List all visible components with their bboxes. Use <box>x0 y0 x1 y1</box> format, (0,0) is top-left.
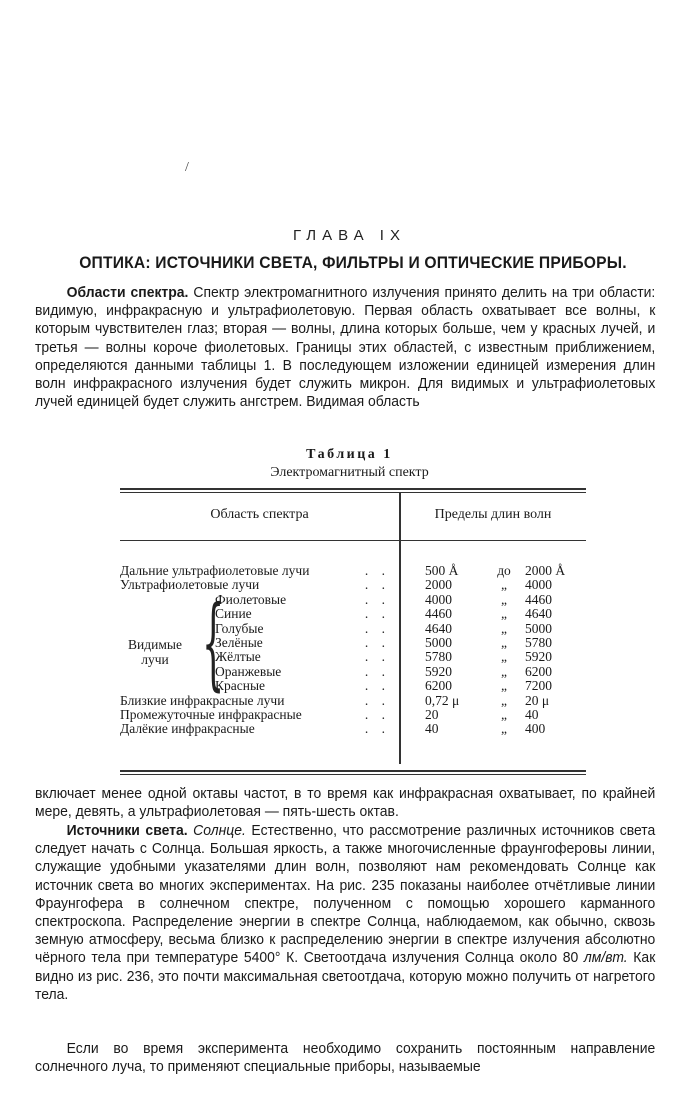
table-caption: Таблица 1 <box>306 447 393 462</box>
row-from: 6200 <box>425 678 452 694</box>
leader-dots: . . <box>364 577 390 593</box>
table-row <box>120 650 590 664</box>
table-row <box>120 722 590 736</box>
table-row <box>120 665 590 679</box>
row-to: 4000 <box>525 577 552 593</box>
table-row <box>120 694 590 708</box>
table-row <box>120 564 590 578</box>
chapter-title: ОПТИКА: ИСТОЧНИКИ СВЕТА, ФИЛЬТРЫ И ОПТИЧЕСКИЕ ПРИБОРЫ. <box>79 253 627 272</box>
row-region: Дальние ультрафиолетовые лучи <box>120 563 310 578</box>
row-separator: „ <box>501 663 507 679</box>
row-region: Голубые <box>215 620 264 636</box>
row-region: Далёкие инфракрасные <box>120 721 255 737</box>
row-to: 7200 <box>525 678 552 694</box>
table-row <box>120 622 590 636</box>
row-to: 5000 <box>525 620 552 636</box>
leader-dots: . . <box>364 678 390 694</box>
group-label-line: Видимые <box>128 636 182 652</box>
leader-dots: . . <box>364 563 390 578</box>
row-to: 400 <box>525 721 546 737</box>
row-from: 4640 <box>425 620 452 636</box>
section-subheading: Солнце. <box>193 822 246 839</box>
row-region: Жёлтые <box>215 649 261 665</box>
row-to: 4640 <box>525 606 552 622</box>
table-rule <box>120 492 586 493</box>
row-separator: до <box>497 563 511 578</box>
paragraph-text: Если во время эксперимента необходимо сохранить постоянным направление солнечного луча, то применяют специальные приборы, называемые <box>35 1040 656 1076</box>
row-separator: „ <box>501 577 507 593</box>
row-region: Близкие инфракрасные лучи <box>120 692 285 708</box>
row-from: 40 <box>425 721 439 737</box>
row-to: 40 <box>525 706 539 722</box>
paragraph-octaves <box>35 785 655 821</box>
row-separator: „ <box>501 591 507 607</box>
row-region: Ультрафиолетовые лучи <box>120 577 260 593</box>
row-separator: „ <box>501 692 507 708</box>
table-header-region: Область спектра <box>210 507 309 522</box>
leader-dots: . . <box>364 721 390 737</box>
row-from: 2000 <box>425 577 452 593</box>
paragraph-heliostat <box>35 1040 655 1076</box>
table-subcaption: Электромагнитный спектр <box>270 465 429 480</box>
table-header-range: Пределы длин волн <box>434 507 552 522</box>
row-to: 5780 <box>525 634 552 650</box>
paragraph-text: включает менее одной октавы частот, в то время как инфракрасная охватывает, по крайней мере, девять, а ультрафиолетовая — пять-шесть октав. <box>35 785 656 821</box>
table-rule <box>120 540 586 541</box>
row-region: Зелёные <box>215 634 263 650</box>
paragraph-light-sources <box>35 822 655 1004</box>
section-heading: Источники света. <box>66 822 188 839</box>
row-from: 5000 <box>425 634 452 650</box>
unit-text: лм/вт. <box>583 949 628 967</box>
row-to: 4460 <box>525 591 552 607</box>
leader-dots: . . <box>364 634 390 650</box>
leader-dots: . . <box>364 649 390 665</box>
row-from: 0,72 μ <box>425 692 460 708</box>
row-separator: „ <box>501 678 507 694</box>
row-separator: „ <box>501 649 507 665</box>
row-region: Синие <box>215 606 252 622</box>
table-rule <box>120 770 586 772</box>
row-separator: „ <box>501 606 507 622</box>
row-separator: „ <box>501 634 507 650</box>
row-to: 2000 Å <box>525 563 566 578</box>
paragraph-text: Спектр электромагнитного излучения принято делить на три области: видимую, инфракрасную и ультрафиолетовую. Первая область охватывает все волны, к которым чувствителен глаз; вторая — волны, длина которых больше, чем у красных лучей, и третья — волны короче фиолетовых. Границы этих областей, с известным приближением, определяются данными таблицы 1. В последующем изложении единицей измерения длин волн инфракрасного излучения будет служить микрон. Для видимых и ультрафиолетовых лучей единицей будет служить ангстрем. Видимая область <box>35 284 656 411</box>
group-label-line: лучи <box>141 651 169 667</box>
brace-icon: { <box>202 583 225 701</box>
row-separator: „ <box>501 620 507 636</box>
row-separator: „ <box>501 706 507 722</box>
row-from: 20 <box>425 706 439 722</box>
table-row <box>120 607 590 621</box>
section-heading: Области спектра. <box>66 284 189 301</box>
table-row <box>120 708 590 722</box>
paragraph-spectrum-regions <box>35 284 655 411</box>
table-rule <box>120 774 586 775</box>
leader-dots: . . <box>364 591 390 607</box>
table-row <box>120 578 590 592</box>
row-region: Фиолетовые <box>215 591 287 607</box>
row-to: 20 μ <box>525 692 550 708</box>
row-from: 4000 <box>425 591 452 607</box>
scan-mark: / <box>185 160 189 175</box>
leader-dots: . . <box>364 620 390 636</box>
row-from: 4460 <box>425 606 452 622</box>
row-from: 5780 <box>425 649 452 665</box>
table-row <box>120 593 590 607</box>
table-row <box>120 636 590 650</box>
leader-dots: . . <box>364 692 390 708</box>
row-region: Красные <box>215 678 266 694</box>
paragraph-text: Естественно, что рассмотрение различных источников света следует начать с Солнца. Большая яркость, а также многочисленные фраунгоферовы линии, служащие удобными указателями длин волн, позволяют нам рекомендовать Солнце как источник света во многих экспериментах. На рис. 235 показаны наиболее отчётливые линии Фраунгофера в солнечном спектре, полученном с помощью хорошего карманного спектроскопа. Распределение энергии в спектре Солнца, наблюдаемом, как обычно, сквозь земную атмосферу, весьма близко к распределению энергии в спектре излучения абсолютно чёрного тела при температуре 5400° К. Светоотдача излучения Солнца около 80 <box>35 822 656 967</box>
row-from: 500 Å <box>425 563 459 578</box>
row-from: 5920 <box>425 663 452 679</box>
chapter-number: ГЛАВА IX <box>293 227 406 244</box>
row-to: 5920 <box>525 649 552 665</box>
leader-dots: . . <box>364 663 390 679</box>
leader-dots: . . <box>364 606 390 622</box>
table-rule <box>120 488 586 490</box>
row-region: Промежуточные инфракрасные <box>120 706 302 722</box>
row-to: 6200 <box>525 663 552 679</box>
row-separator: „ <box>501 721 507 737</box>
spectrum-table <box>120 564 590 737</box>
row-region: Оранжевые <box>215 663 282 679</box>
paragraph-text: Как видно из рис. 236, это почти максимальная светоотдача, которую можно получить от нагретого тела. <box>35 949 656 1003</box>
leader-dots: . . <box>364 706 390 722</box>
table-row <box>120 679 590 693</box>
